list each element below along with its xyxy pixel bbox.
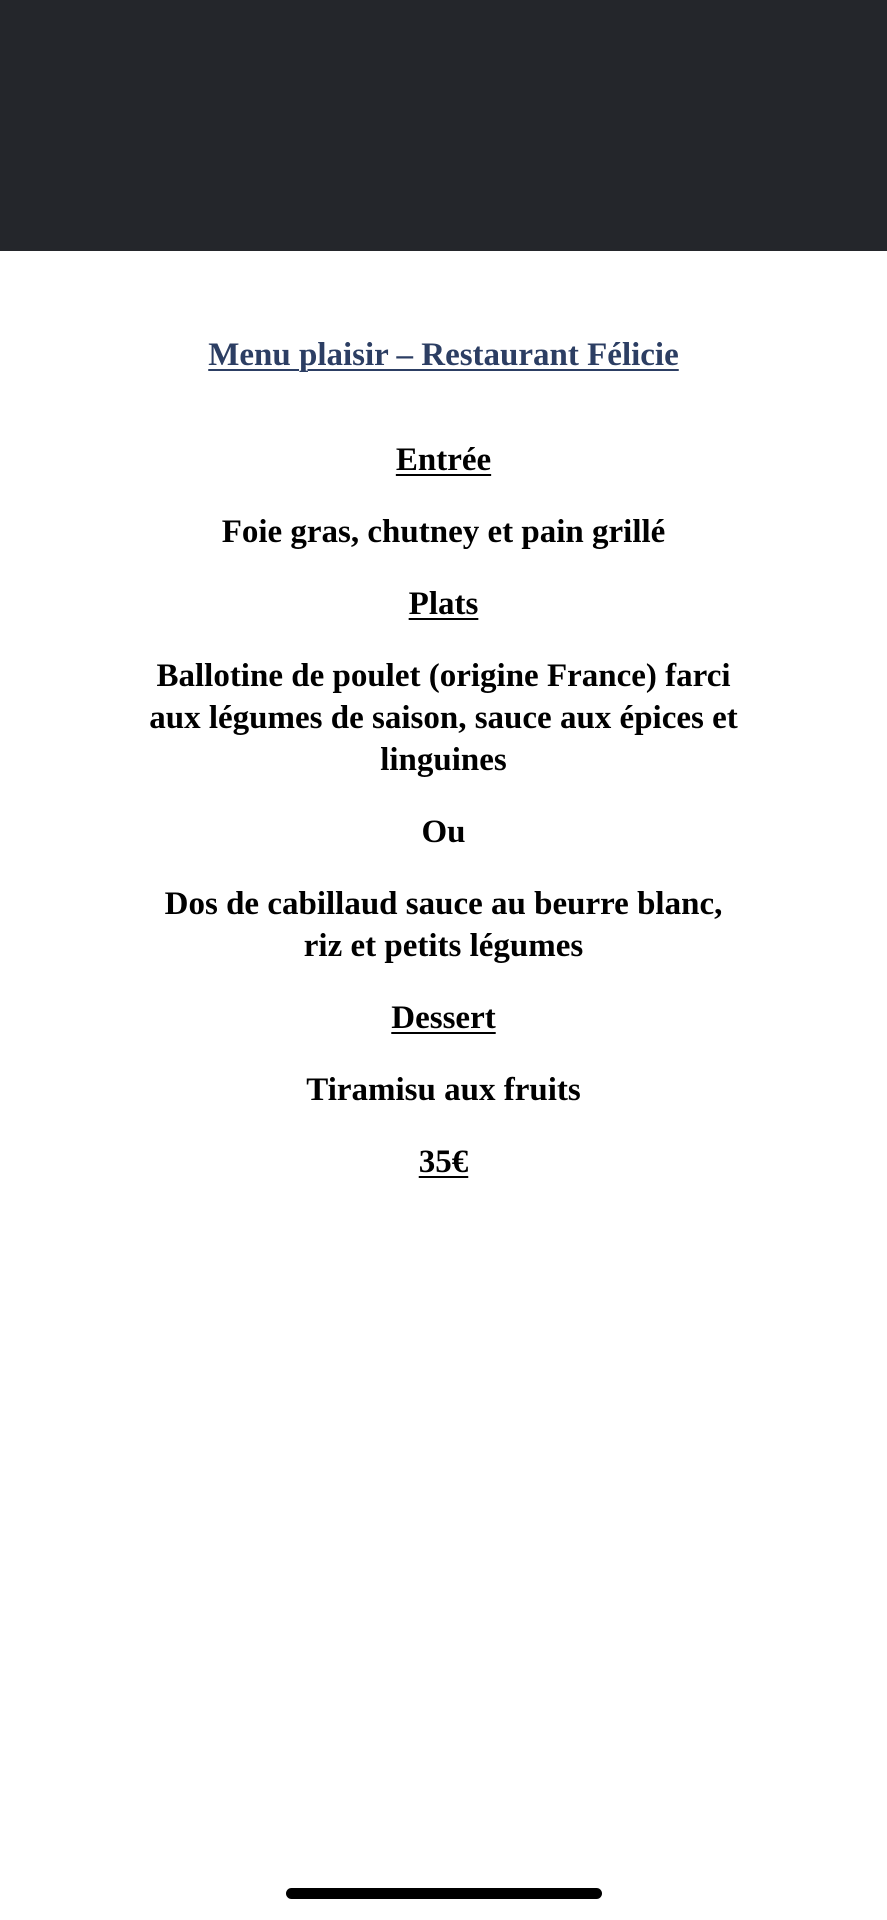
- home-indicator[interactable]: [286, 1888, 602, 1899]
- plat-2-dish: [104, 883, 784, 967]
- menu-document: [0, 251, 887, 1183]
- dessert-dish: Tiramisu aux fruits: [306, 1072, 581, 1108]
- entree-dish: Foie gras, chutney et pain grillé: [221, 514, 666, 550]
- plat-1-line: linguines: [380, 742, 507, 778]
- menu-price: 35€: [418, 1144, 469, 1180]
- entree-heading: Entrée: [395, 442, 492, 478]
- plat-2-line: riz et petits légumes: [303, 928, 584, 964]
- top-bar: [0, 0, 887, 251]
- or-label: Ou: [421, 814, 466, 850]
- plat-2-line: Dos de cabillaud sauce au beurre blanc,: [164, 886, 723, 922]
- plat-1-line: Ballotine de poulet (origine France) farci: [156, 658, 731, 694]
- dessert-heading: Dessert: [391, 1000, 496, 1036]
- menu-title: Menu plaisir – Restaurant Félicie: [208, 337, 679, 373]
- plat-1-line: aux légumes de saison, sauce aux épices et: [149, 700, 738, 736]
- plats-heading: Plats: [408, 586, 479, 622]
- plat-1-dish: [104, 655, 784, 781]
